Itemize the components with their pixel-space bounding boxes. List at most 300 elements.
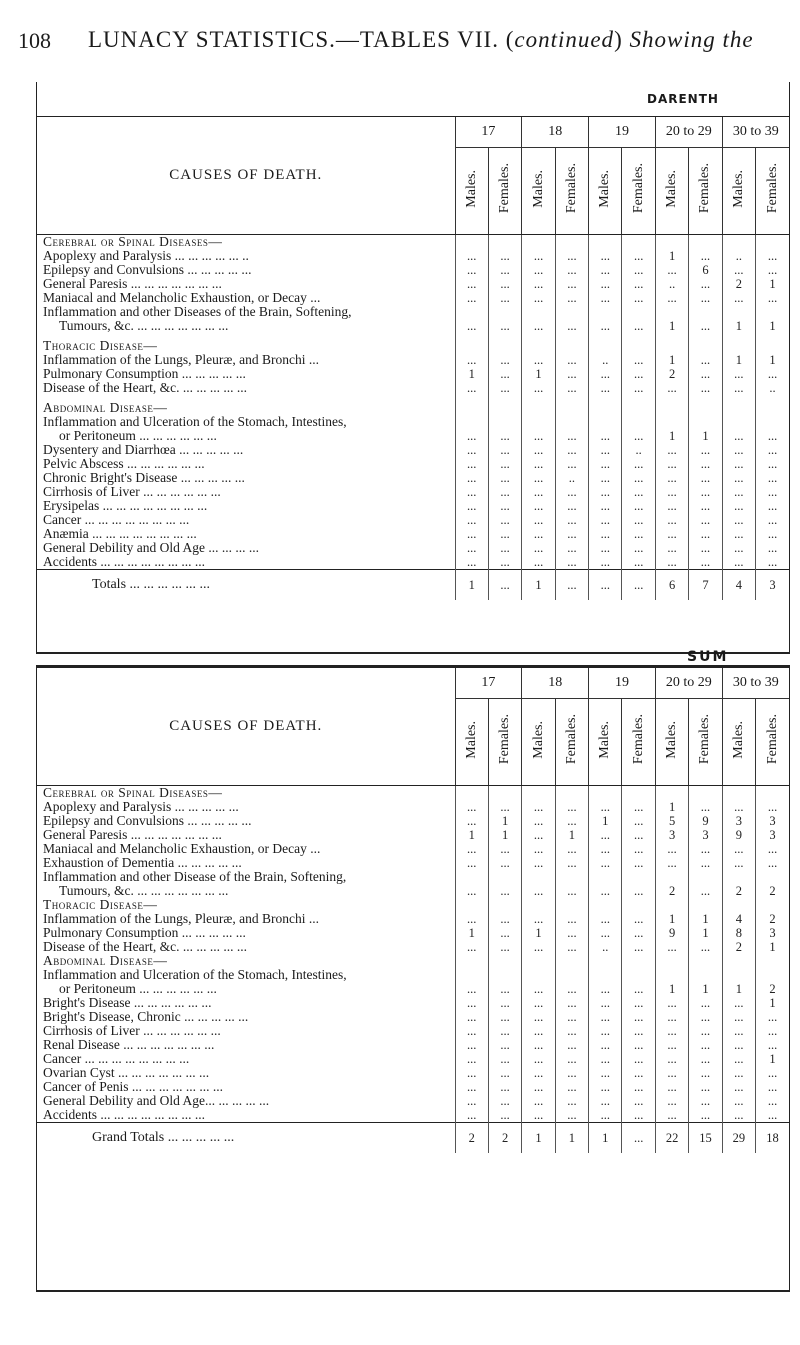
count-cell: ... xyxy=(455,1066,488,1080)
count-cell xyxy=(756,968,789,982)
count-cell xyxy=(689,235,722,250)
count-cell: 4 xyxy=(722,912,755,926)
count-cell: ... xyxy=(522,429,555,443)
total-cell: 7 xyxy=(689,570,722,601)
count-cell: ... xyxy=(622,555,655,570)
count-cell: 1 xyxy=(722,982,755,996)
count-cell: ... xyxy=(655,457,688,471)
males-header xyxy=(655,148,688,235)
count-cell: ... xyxy=(589,249,622,263)
sex-label: Females. xyxy=(697,163,713,214)
count-cell xyxy=(589,786,622,801)
count-cell: ... xyxy=(756,1094,789,1108)
count-cell xyxy=(655,415,688,429)
count-cell: ... xyxy=(689,291,722,305)
count-cell: 1 xyxy=(756,940,789,954)
count-cell: ... xyxy=(555,499,588,513)
darenth-body xyxy=(37,235,789,601)
count-cell xyxy=(756,235,789,250)
count-cell: ... xyxy=(689,1094,722,1108)
count-cell xyxy=(488,305,521,319)
cause-label: Epilepsy and Convulsions ... ... ... ... ... xyxy=(43,263,252,277)
count-cell: ... xyxy=(589,1010,622,1024)
count-cell: ... xyxy=(756,249,789,263)
summary-table xyxy=(37,667,789,1153)
count-cell: ... xyxy=(622,527,655,541)
males-header xyxy=(722,148,755,235)
count-cell: ... xyxy=(455,457,488,471)
cause-label: Accidents ... ... ... ... ... ... ... ... xyxy=(43,555,205,569)
count-cell: ... xyxy=(522,1052,555,1066)
count-cell: .. xyxy=(722,249,755,263)
count-cell xyxy=(622,235,655,250)
count-cell: ... xyxy=(455,940,488,954)
count-cell xyxy=(522,339,555,353)
count-cell: 1 xyxy=(655,353,688,367)
count-cell: ... xyxy=(622,912,655,926)
cause-label: Cirrhosis of Liver ... ... ... ... ... ... xyxy=(43,485,221,499)
count-cell xyxy=(555,968,588,982)
count-cell: 2 xyxy=(756,982,789,996)
count-cell: 1 xyxy=(655,319,688,333)
count-cell: ... xyxy=(455,429,488,443)
table-row xyxy=(37,828,789,842)
count-cell: ... xyxy=(655,499,688,513)
count-cell: ... xyxy=(555,1108,588,1123)
count-cell: ... xyxy=(555,443,588,457)
count-cell: ... xyxy=(488,1108,521,1123)
males-header xyxy=(455,148,488,235)
count-cell: .. xyxy=(655,277,688,291)
count-cell: ... xyxy=(589,319,622,333)
count-cell: ... xyxy=(488,513,521,527)
count-cell: ... xyxy=(689,443,722,457)
cause-label: Bright's Disease, Chronic ... ... ... ... ... xyxy=(43,1010,249,1024)
count-cell: ... xyxy=(555,1038,588,1052)
summary-body xyxy=(37,786,789,1154)
table-row xyxy=(37,443,789,457)
count-cell xyxy=(488,415,521,429)
count-cell xyxy=(522,954,555,968)
count-cell: 1 xyxy=(722,319,755,333)
cause-label: or Peritoneum ... ... ... ... ... ... xyxy=(59,429,217,443)
count-cell: ... xyxy=(622,319,655,333)
count-cell: ... xyxy=(488,457,521,471)
count-cell: ... xyxy=(622,982,655,996)
females-header xyxy=(689,148,722,235)
count-cell: ... xyxy=(655,513,688,527)
count-cell: ... xyxy=(622,1024,655,1038)
count-cell xyxy=(589,339,622,353)
count-cell: ... xyxy=(655,996,688,1010)
count-cell: ... xyxy=(622,249,655,263)
count-cell: ... xyxy=(589,457,622,471)
count-cell: ... xyxy=(689,485,722,499)
count-cell: 1 xyxy=(655,249,688,263)
count-cell xyxy=(622,870,655,884)
count-cell: ... xyxy=(622,884,655,898)
count-cell xyxy=(589,954,622,968)
cause-label: General Paresis ... ... ... ... ... ... ... xyxy=(43,277,222,291)
count-cell xyxy=(722,401,755,415)
count-cell: 1 xyxy=(655,912,688,926)
sex-label: Females. xyxy=(497,714,513,765)
age-group: 30 to 39 xyxy=(722,117,789,148)
count-cell: ... xyxy=(722,1024,755,1038)
age-group: 17 xyxy=(455,668,522,699)
count-cell xyxy=(689,305,722,319)
count-cell: ... xyxy=(689,940,722,954)
count-cell: ... xyxy=(689,471,722,485)
count-cell: ... xyxy=(689,1052,722,1066)
table-row xyxy=(37,1080,789,1094)
sex-label: Females. xyxy=(630,163,646,214)
count-cell: ... xyxy=(756,1024,789,1038)
count-cell xyxy=(522,786,555,801)
count-cell: ... xyxy=(622,471,655,485)
count-cell: 1 xyxy=(555,828,588,842)
count-cell: ... xyxy=(555,527,588,541)
count-cell: ... xyxy=(722,1080,755,1094)
sex-label: Males. xyxy=(530,720,546,759)
count-cell: 3 xyxy=(756,828,789,842)
count-cell: ... xyxy=(589,982,622,996)
count-cell: ... xyxy=(455,1024,488,1038)
count-cell: ... xyxy=(622,1052,655,1066)
count-cell: ... xyxy=(622,429,655,443)
count-cell: ... xyxy=(522,527,555,541)
count-cell: ... xyxy=(689,277,722,291)
count-cell: ... xyxy=(622,996,655,1010)
count-cell xyxy=(689,898,722,912)
count-cell: ... xyxy=(455,277,488,291)
count-cell: ... xyxy=(622,1094,655,1108)
count-cell: ... xyxy=(622,1080,655,1094)
count-cell: ... xyxy=(555,842,588,856)
table-row xyxy=(37,996,789,1010)
count-cell: ... xyxy=(589,1024,622,1038)
males-header xyxy=(522,148,555,235)
count-cell xyxy=(689,401,722,415)
count-cell: ... xyxy=(522,353,555,367)
count-cell: ... xyxy=(589,828,622,842)
count-cell: ... xyxy=(455,1108,488,1123)
count-cell: 1 xyxy=(522,926,555,940)
count-cell: ... xyxy=(522,499,555,513)
count-cell: ... xyxy=(455,555,488,570)
count-cell: ... xyxy=(689,884,722,898)
cause-label: Ovarian Cyst ... ... ... ... ... ... ... xyxy=(43,1066,210,1080)
count-cell: ... xyxy=(756,499,789,513)
count-cell: ... xyxy=(756,800,789,814)
table-row xyxy=(37,870,789,884)
count-cell: ... xyxy=(555,884,588,898)
count-cell xyxy=(689,415,722,429)
count-cell: ... xyxy=(522,982,555,996)
age-group: 20 to 29 xyxy=(655,668,722,699)
count-cell: ... xyxy=(455,996,488,1010)
count-cell: ... xyxy=(655,381,688,395)
table-row xyxy=(37,457,789,471)
count-cell: ... xyxy=(455,856,488,870)
count-cell: ... xyxy=(522,828,555,842)
table-row xyxy=(37,291,789,305)
females-header xyxy=(555,699,588,786)
count-cell: ... xyxy=(722,429,755,443)
count-cell xyxy=(655,305,688,319)
table-row xyxy=(37,1094,789,1108)
count-cell: ... xyxy=(756,555,789,570)
count-cell: ... xyxy=(655,263,688,277)
count-cell xyxy=(555,305,588,319)
count-cell xyxy=(722,339,755,353)
section-heading: Cerebral or Spinal Diseases— xyxy=(43,234,223,249)
section-heading: Abdominal Disease— xyxy=(43,401,168,415)
count-cell xyxy=(722,235,755,250)
count-cell: ... xyxy=(722,291,755,305)
age-header-row xyxy=(37,668,789,699)
count-cell xyxy=(622,415,655,429)
table-row xyxy=(37,842,789,856)
count-cell: ... xyxy=(622,457,655,471)
count-cell: ... xyxy=(555,940,588,954)
count-cell: ... xyxy=(722,1052,755,1066)
section-row xyxy=(37,401,789,415)
section-row xyxy=(37,786,789,801)
count-cell xyxy=(722,954,755,968)
cause-label: Cancer of Penis ... ... ... ... ... ... ... xyxy=(43,1080,223,1094)
count-cell xyxy=(689,954,722,968)
count-cell: ... xyxy=(622,381,655,395)
table-row xyxy=(37,527,789,541)
count-cell: ... xyxy=(622,940,655,954)
count-cell: ... xyxy=(488,291,521,305)
count-cell xyxy=(756,415,789,429)
count-cell: ... xyxy=(722,1038,755,1052)
count-cell xyxy=(655,339,688,353)
count-cell: ... xyxy=(488,367,521,381)
count-cell: ... xyxy=(555,1094,588,1108)
count-cell: ... xyxy=(455,499,488,513)
count-cell xyxy=(655,786,688,801)
age-group: 18 xyxy=(522,668,589,699)
table-row xyxy=(37,912,789,926)
count-cell: ... xyxy=(722,499,755,513)
count-cell: ... xyxy=(522,996,555,1010)
count-cell xyxy=(522,305,555,319)
cause-label: Inflammation and Ulceration of the Stomach, Intestines, xyxy=(43,968,347,982)
count-cell xyxy=(622,954,655,968)
count-cell: ... xyxy=(488,912,521,926)
summary-panel xyxy=(36,649,790,1292)
count-cell xyxy=(589,235,622,250)
females-header xyxy=(555,148,588,235)
table-row xyxy=(37,353,789,367)
count-cell: ... xyxy=(689,800,722,814)
count-cell: ... xyxy=(455,485,488,499)
count-cell: ... xyxy=(488,1080,521,1094)
age-group: 30 to 39 xyxy=(722,668,789,699)
count-cell: 1 xyxy=(655,429,688,443)
males-header xyxy=(589,699,622,786)
count-cell: ... xyxy=(555,982,588,996)
section-row xyxy=(37,235,789,250)
count-cell: ... xyxy=(655,856,688,870)
total-cell: ... xyxy=(488,570,521,601)
count-cell xyxy=(455,235,488,250)
table-row xyxy=(37,263,789,277)
totals-label: Grand Totals ... ... ... ... ... xyxy=(37,1123,455,1154)
count-cell: ... xyxy=(555,814,588,828)
count-cell xyxy=(722,415,755,429)
count-cell xyxy=(756,401,789,415)
table-row xyxy=(37,1066,789,1080)
total-cell: 1 xyxy=(589,1123,622,1154)
count-cell: ... xyxy=(488,499,521,513)
count-cell: ... xyxy=(655,1080,688,1094)
count-cell xyxy=(722,870,755,884)
count-cell: ... xyxy=(455,1038,488,1052)
count-cell: ... xyxy=(488,381,521,395)
count-cell: 1 xyxy=(522,367,555,381)
count-cell: ... xyxy=(555,856,588,870)
count-cell: ... xyxy=(455,381,488,395)
count-cell: 1 xyxy=(722,353,755,367)
count-cell: ... xyxy=(622,499,655,513)
count-cell xyxy=(589,401,622,415)
count-cell: ... xyxy=(589,1094,622,1108)
count-cell xyxy=(589,898,622,912)
count-cell: ... xyxy=(555,319,588,333)
sex-label: Females. xyxy=(764,714,780,765)
count-cell: ... xyxy=(455,263,488,277)
count-cell: 2 xyxy=(655,884,688,898)
total-cell: 18 xyxy=(756,1123,789,1154)
count-cell: ... xyxy=(488,263,521,277)
count-cell xyxy=(555,786,588,801)
cause-label: Apoplexy and Paralysis ... ... ... ... ... xyxy=(43,800,239,814)
females-header xyxy=(622,148,655,235)
count-cell xyxy=(555,415,588,429)
table-row xyxy=(37,968,789,982)
count-cell xyxy=(555,898,588,912)
count-cell: ... xyxy=(455,884,488,898)
count-cell: ... xyxy=(722,1094,755,1108)
page-title xyxy=(88,27,754,53)
count-cell: 1 xyxy=(488,828,521,842)
count-cell xyxy=(622,401,655,415)
count-cell xyxy=(488,968,521,982)
count-cell: ... xyxy=(589,499,622,513)
table-row xyxy=(37,940,789,954)
count-cell: ... xyxy=(655,485,688,499)
count-cell: ... xyxy=(589,485,622,499)
count-cell: ... xyxy=(622,263,655,277)
count-cell: ... xyxy=(455,1010,488,1024)
count-cell: ... xyxy=(455,842,488,856)
count-cell: ... xyxy=(589,381,622,395)
count-cell: ... xyxy=(555,912,588,926)
count-cell: ... xyxy=(555,1010,588,1024)
count-cell xyxy=(522,870,555,884)
count-cell: ... xyxy=(522,263,555,277)
age-group: 19 xyxy=(589,117,656,148)
table-row xyxy=(37,513,789,527)
count-cell: ... xyxy=(622,842,655,856)
count-cell: ... xyxy=(488,1010,521,1024)
count-cell xyxy=(622,339,655,353)
count-cell: ... xyxy=(756,471,789,485)
count-cell xyxy=(488,898,521,912)
total-cell: 22 xyxy=(655,1123,688,1154)
title-main: LUNACY STATISTICS.—TABLES VII. ( xyxy=(88,27,515,52)
count-cell: ... xyxy=(655,1108,688,1123)
count-cell: ... xyxy=(589,555,622,570)
count-cell: ... xyxy=(622,1066,655,1080)
count-cell: ... xyxy=(522,940,555,954)
count-cell: ... xyxy=(522,1010,555,1024)
count-cell: ... xyxy=(756,1080,789,1094)
count-cell: ... xyxy=(589,291,622,305)
cause-label: Chronic Bright's Disease ... ... ... ... ... xyxy=(43,471,245,485)
count-cell: 1 xyxy=(689,912,722,926)
count-cell: ... xyxy=(488,277,521,291)
total-cell: 3 xyxy=(756,570,789,601)
count-cell: ... xyxy=(655,291,688,305)
count-cell: ... xyxy=(488,1024,521,1038)
count-cell: ... xyxy=(522,555,555,570)
table-row xyxy=(37,249,789,263)
section-heading: Cerebral or Spinal Diseases— xyxy=(43,785,223,800)
count-cell: ... xyxy=(522,884,555,898)
count-cell: ... xyxy=(622,367,655,381)
table-row xyxy=(37,277,789,291)
count-cell: 1 xyxy=(756,996,789,1010)
count-cell: ... xyxy=(622,291,655,305)
count-cell: 6 xyxy=(689,263,722,277)
count-cell: ... xyxy=(756,1010,789,1024)
causes-header: CAUSES OF DEATH. xyxy=(37,117,455,235)
count-cell: ... xyxy=(722,856,755,870)
table-row xyxy=(37,1052,789,1066)
count-cell: 9 xyxy=(689,814,722,828)
sex-label: Males. xyxy=(664,169,680,208)
table-row xyxy=(37,305,789,319)
count-cell: ... xyxy=(756,291,789,305)
total-cell: 1 xyxy=(455,570,488,601)
count-cell: ... xyxy=(522,291,555,305)
cause-label: Maniacal and Melancholic Exhaustion, or Decay ... xyxy=(43,291,321,305)
count-cell: ... xyxy=(589,856,622,870)
count-cell xyxy=(455,954,488,968)
total-cell: ... xyxy=(622,1123,655,1154)
count-cell xyxy=(655,968,688,982)
count-cell: 2 xyxy=(722,884,755,898)
table-row xyxy=(37,814,789,828)
count-cell: ... xyxy=(689,555,722,570)
count-cell: ... xyxy=(722,842,755,856)
cause-label: Maniacal and Melancholic Exhaustion, or Decay ... xyxy=(43,842,321,856)
count-cell: ... xyxy=(689,249,722,263)
count-cell: ... xyxy=(522,319,555,333)
count-cell: ... xyxy=(455,527,488,541)
count-cell: ... xyxy=(622,277,655,291)
count-cell: ... xyxy=(589,471,622,485)
totals-row xyxy=(37,1123,789,1154)
count-cell xyxy=(756,786,789,801)
sex-label: Females. xyxy=(630,714,646,765)
count-cell: ... xyxy=(488,541,521,555)
